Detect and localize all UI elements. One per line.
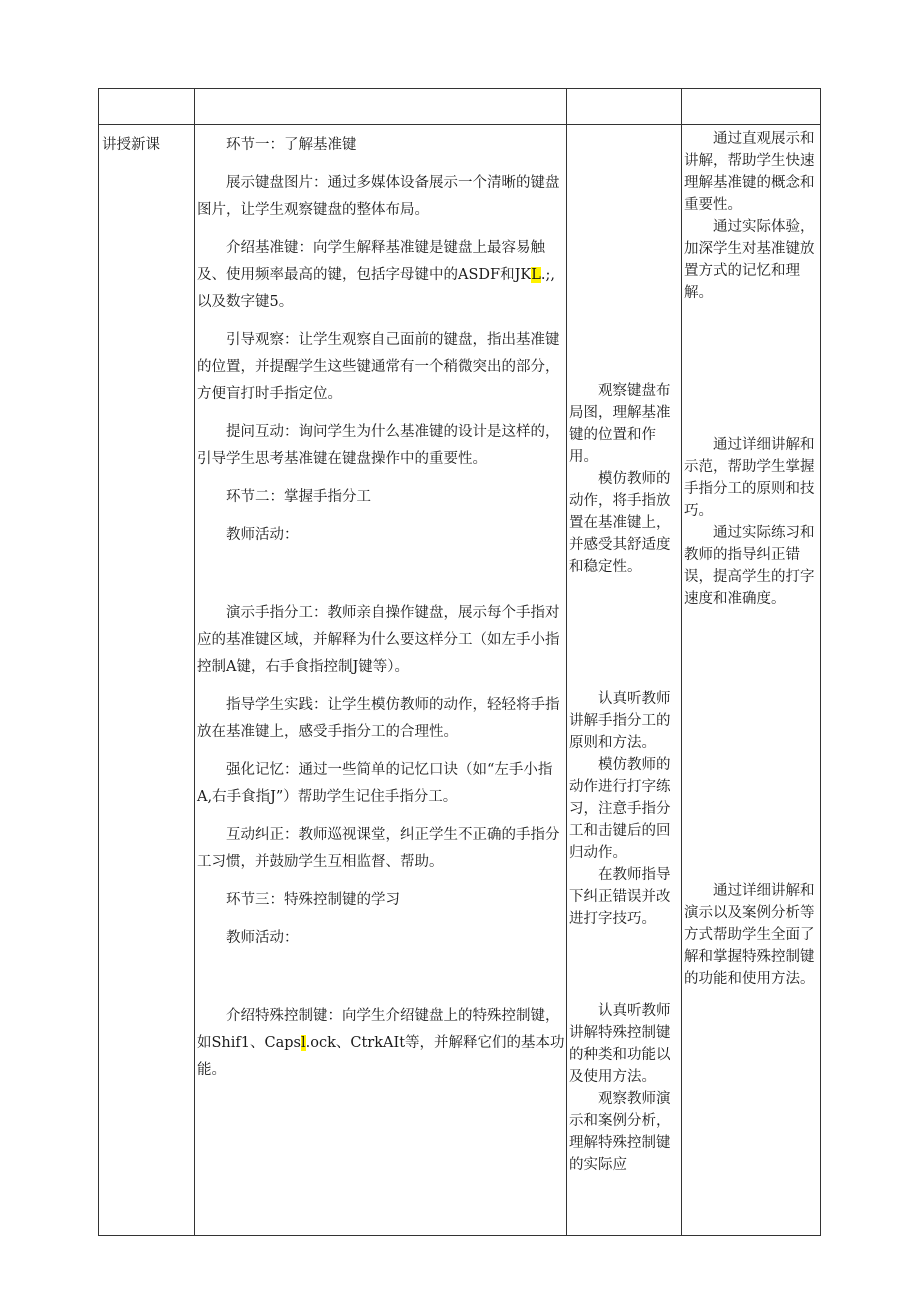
section1-title: 环节一：了解基准键 <box>226 137 357 153</box>
student-activity-4: 模仿教师的动作进行打字练习，注意手指分工和击键后的回归动作。 <box>569 757 671 861</box>
row-label-cell <box>102 130 192 160</box>
paragraph-guide-observe: 引导观察：让学生观察自己面前的键盘，指出基准键的位置，并提醒学生这些键通常有一个稍微突出的部分，方便盲打时手指定位。 <box>197 332 560 402</box>
design-intent-1: 通过直观展示和讲解，帮助学生快速理解基准键的概念和重要性。 <box>684 131 815 213</box>
student-activity-cell <box>569 380 681 1176</box>
design-intent-2: 通过实际体验，加深学生对基准键放置方式的记忆和理解。 <box>684 219 815 301</box>
table-col-divider-2 <box>566 88 567 1236</box>
row-label: 讲授新课 <box>102 137 160 153</box>
paragraph-interactive-correction: 互动纠正：教师巡视课堂，纠正学生不正确的手指分工习惯，并鼓励学生互相监督、帮助。 <box>197 827 560 870</box>
student-activity-1: 观察键盘布局图，理解基准键的位置和作用。 <box>569 383 671 465</box>
paragraph-guide-practice: 指导学生实践：让学生模仿教师的动作，轻轻将手指放在基准键上，感受手指分工的合理性。 <box>197 697 560 740</box>
teacher-activity-label: 教师活动： <box>226 527 299 543</box>
design-intent-4: 通过实际练习和教师的指导纠正错误，提高学生的打字速度和准确度。 <box>684 525 815 607</box>
table-left-border <box>98 88 99 1236</box>
spacer <box>684 610 820 880</box>
spacer <box>569 578 681 688</box>
table-right-border <box>820 88 821 1236</box>
spacer <box>197 963 565 1003</box>
teacher-activity-label: 教师活动： <box>226 930 299 946</box>
spacer <box>684 304 820 434</box>
student-activity-5: 在教师指导下纠正错误并改进打字技巧。 <box>569 867 671 927</box>
spacer <box>197 560 565 600</box>
text-part: .;,以及数字键5。 <box>197 267 555 310</box>
paragraph-special-keys <box>197 1003 565 1084</box>
table-top-border <box>98 88 821 89</box>
design-intent-3: 通过详细讲解和示范，帮助学生掌握手指分工的原则和技巧。 <box>684 437 815 519</box>
student-activity-7: 观察教师演示和案例分析，理解特殊控制键的实际应 <box>569 1091 671 1173</box>
content-cell <box>197 132 565 1095</box>
student-activity-6: 认真听教师讲解特殊控制键的种类和功能以及使用方法。 <box>569 1003 671 1085</box>
highlighted-text: l <box>300 1035 306 1051</box>
text-part: 介绍基准键：向学生解释基准键是键盘上最容易触及、使用频率最高的键，包括字母键中的ASDF和JK <box>197 240 545 283</box>
paragraph-reinforce-memory: 强化记忆：通过一些简单的记忆口诀（如“左手小指A,右手食指J”）帮助学生记住手指分工。 <box>197 762 553 805</box>
text-part: .ock、CtrkAIt等，并解释它们的基本功能。 <box>197 1035 565 1078</box>
paragraph-intro-home-keys <box>197 235 565 316</box>
section2-title: 环节二：掌握手指分工 <box>226 489 371 505</box>
text-part: 介绍特殊控制键：向学生介绍键盘上的特殊控制键，如Shif1、Caps <box>197 1008 560 1051</box>
student-activity-3: 认真听教师讲解手指分工的原则和方法。 <box>569 691 671 751</box>
table-header-divider <box>98 124 821 125</box>
paragraph-question-interaction: 提问互动：询问学生为什么基准键的设计是这样的，引导学生思考基准键在键盘操作中的重要性。 <box>197 424 560 467</box>
highlighted-text: L <box>531 267 541 283</box>
section3-title: 环节三：特殊控制键的学习 <box>226 892 400 908</box>
spacer <box>569 930 681 1000</box>
paragraph-demo-fingers: 演示手指分工：教师亲自操作键盘，展示每个手指对应的基准键区域，并解释为什么要这样分工（如左手小指控制A键，右手食指控制J键等）。 <box>197 605 560 675</box>
student-activity-2: 模仿教师的动作，将手指放置在基准键上，并感受其舒适度和稳定性。 <box>569 471 671 575</box>
design-intent-5: 通过详细讲解和演示以及案例分析等方式帮助学生全面了解和掌握特殊控制键的功能和使用方法。 <box>684 883 815 987</box>
table-col-divider-3 <box>681 88 682 1236</box>
table-bottom-border <box>98 1235 821 1236</box>
design-intent-cell <box>684 128 820 990</box>
paragraph-show-keyboard: 展示键盘图片：通过多媒体设备展示一个清晰的键盘图片，让学生观察键盘的整体布局。 <box>197 175 560 218</box>
table-col-divider-1 <box>194 88 195 1236</box>
